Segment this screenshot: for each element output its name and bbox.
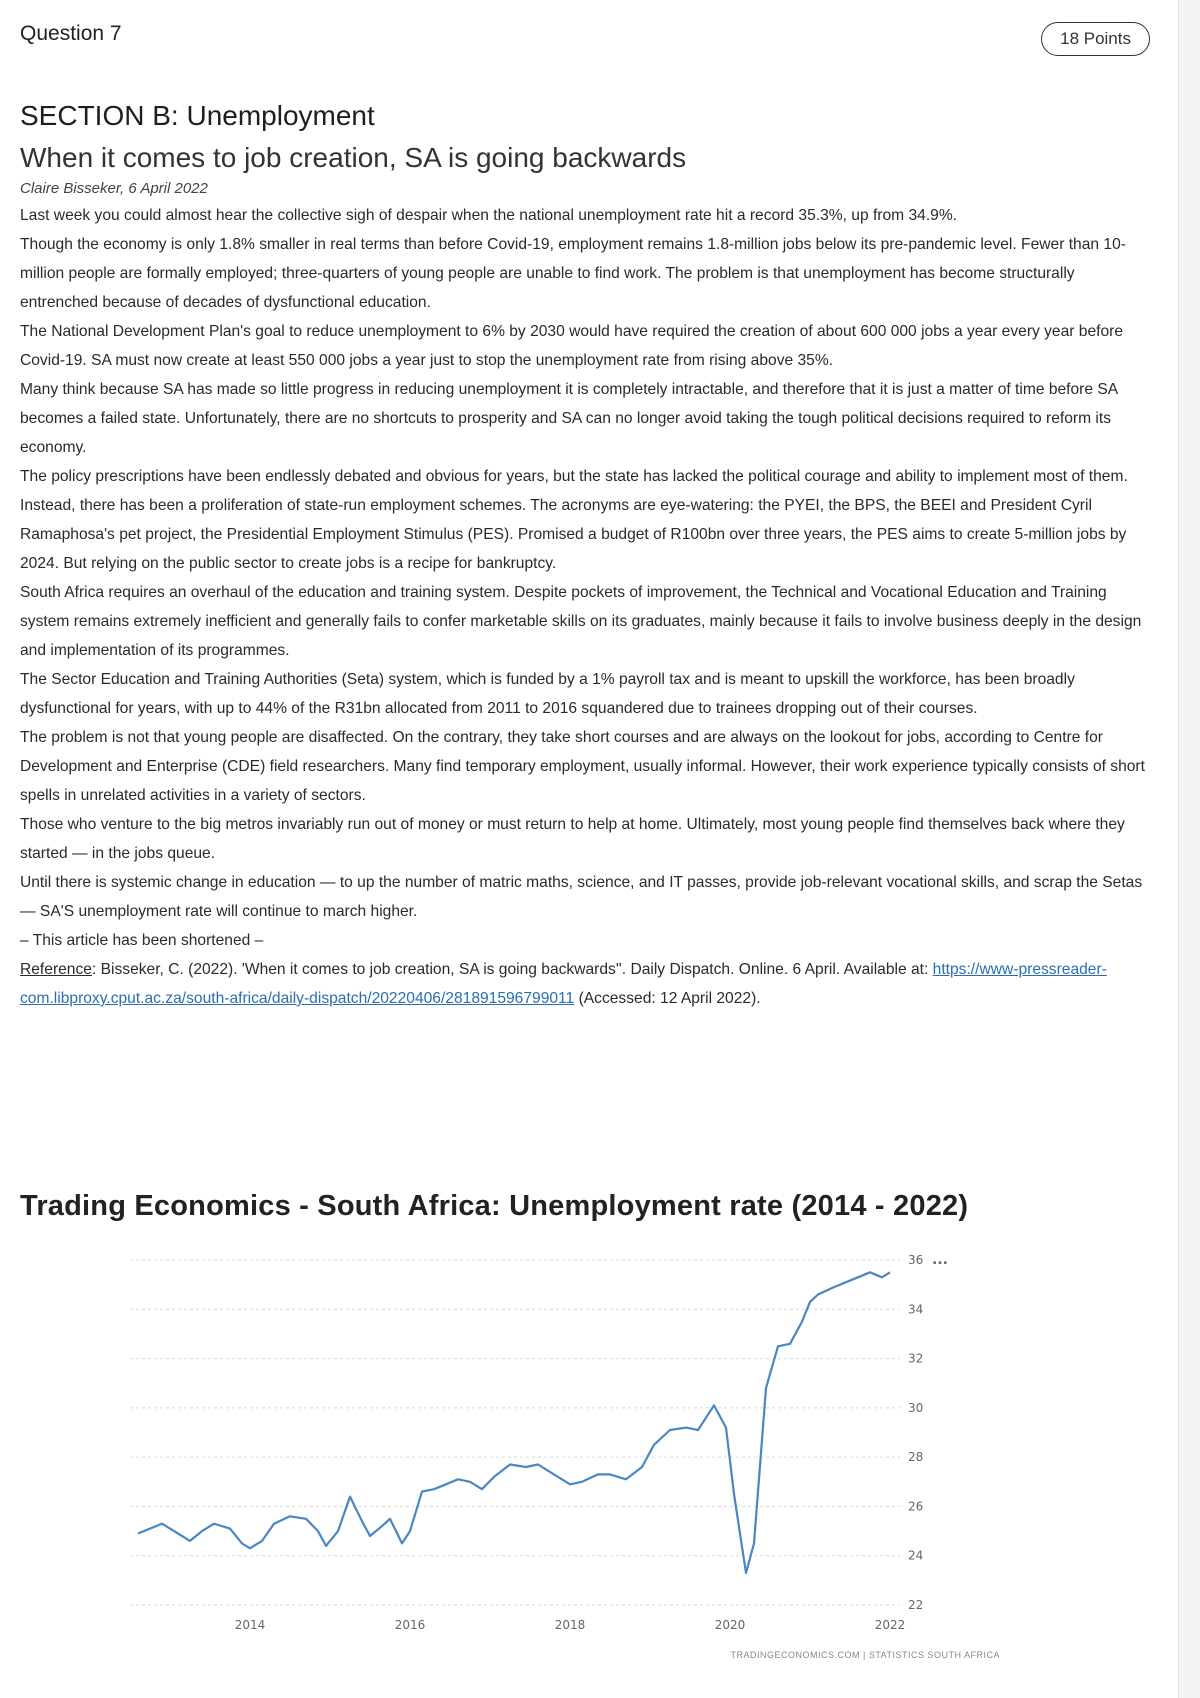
points-badge: 18 Points	[1041, 22, 1150, 56]
question-header	[20, 22, 1150, 56]
article-paragraph: Though the economy is only 1.8% smaller in real terms than before Covid-19, employment remains 1.8-million jobs below its pre-pandemic level. Fewer than 10-million people are formally employed; three-quarters of young people are unable to find work. The problem is that unemployment has become structurally entrenched because of decades of dysfunctional education.	[20, 236, 1126, 311]
y-tick-label: 22	[908, 1598, 924, 1612]
chart-title: Trading Economics - South Africa: Unemployment rate (2014 - 2022)	[20, 1190, 969, 1222]
reference-link[interactable]: https://www-pressreader-com.libproxy.cput.ac.za/south-africa/daily-dispatch/20220406/281891596799011	[20, 961, 1107, 1007]
x-tick-label: 2022	[874, 1618, 906, 1632]
y-tick-label: 30	[908, 1400, 924, 1415]
reference-text: : Bisseker, C. (2022). 'When it comes to job creation, SA is going backwards''. Daily Dispatch. Online. 6 April. Available at:	[91, 961, 933, 978]
series-line	[138, 1272, 890, 1573]
article-paragraph: Until there is systemic change in education — to up the number of matric maths, science, and IT passes, provide job-relevant vocational skills, and scrap the Setas — SA'S unemployment rate will continue to march higher.	[20, 874, 1143, 920]
article-paragraph: Many think because SA has made so little progress in reducing unemployment it is completely intractable, and therefore that it is just a matter of time before SA becomes a failed state. Unfortunately, there are no shortcuts to prosperity and SA can no longer avoid taking the tough political decisions required to reform its economy.	[20, 381, 1118, 456]
scrollbar[interactable]	[1178, 0, 1200, 1698]
article-paragraph: The policy prescriptions have been endlessly debated and obvious for years, but the state has lacked the political courage and ability to implement most of them. Instead, there has been a proliferation of state-run employment schemes. The acronyms are eye-watering: the PYEI, the BPS, the BEEI and President Cyril Ramaphosa's pet project, the Presidential Employment Stimulus (PES). Promised a budget of R100bn over three years, the PES aims to create 5-million jobs by 2024. But relying on the public sector to create jobs is a recipe for bankruptcy.	[20, 468, 1128, 572]
article-paragraph: The Sector Education and Training Authorities (Seta) system, which is funded by a 1% payroll tax and is meant to upskill the workforce, has been broadly dysfunctional for years, with up to 44% of the R31bn allocated from 2011 to 2016 squandered due to trainees dropping out of their courses.	[20, 671, 1075, 717]
reference-accessed: (Accessed: 12 April 2022).	[574, 990, 761, 1007]
section-heading: SECTION B: Unemployment	[20, 100, 375, 131]
y-tick-label: 36	[908, 1253, 924, 1267]
article-paragraph: Those who venture to the big metros invariably run out of money or must return to help at home. Ultimately, most young people find themselves back where they started — in the jobs queue.	[20, 816, 1125, 862]
article-byline: Claire Bisseker, 6 April 2022	[20, 180, 208, 197]
question-title: Question 7	[20, 22, 122, 45]
y-tick-label: 32	[908, 1351, 924, 1366]
y-tick-label: 24	[908, 1548, 924, 1563]
chart-source: TRADINGECONOMICS.COM | STATISTICS SOUTH AFRICA	[730, 1650, 1000, 1660]
article-title: When it comes to job creation, SA is going backwards	[20, 142, 687, 173]
article-note: – This article has been shortened –	[20, 932, 264, 949]
ellipsis-icon[interactable]: ...	[932, 1252, 948, 1268]
y-tick-label: 34	[908, 1302, 924, 1317]
article-paragraph: Last week you could almost hear the collective sigh of despair when the national unemployment rate hit a record 35.3%, up from 34.9%.	[20, 207, 958, 224]
reference-label: Reference	[20, 961, 92, 978]
x-tick-label: 2020	[714, 1618, 746, 1632]
y-tick-label: 26	[908, 1499, 924, 1514]
x-tick-label: 2018	[554, 1618, 586, 1632]
reference	[20, 955, 1155, 1013]
article-paragraph: The problem is not that young people are disaffected. On the contrary, they take short courses and are always on the lookout for jobs, according to Centre for Development and Enterprise (CDE) field researchers. Many find temporary employment, usually informal. However, their work experience typically consists of short spells in unrelated activities in a variety of sectors.	[20, 729, 1145, 804]
unemployment-line-chart	[110, 1240, 1070, 1640]
article-content	[20, 100, 1155, 1013]
x-tick-label: 2016	[394, 1618, 426, 1632]
article-paragraph: South Africa requires an overhaul of the education and training system. Despite pockets of improvement, the Technical and Vocational Education and Training system remains extremely inefficient and generally fails to confer marketable skills on its graduates, mainly because it fails to involve business deeply in the design and implementation of its programmes.	[20, 584, 1142, 659]
y-tick-label: 28	[908, 1450, 924, 1465]
article-paragraph: The National Development Plan's goal to reduce unemployment to 6% by 2030 would have required the creation of about 600 000 jobs a year every year before Covid-19. SA must now create at least 550 000 jobs a year just to stop the unemployment rate from rising above 35%.	[20, 323, 1124, 369]
x-tick-label: 2014	[234, 1618, 266, 1632]
